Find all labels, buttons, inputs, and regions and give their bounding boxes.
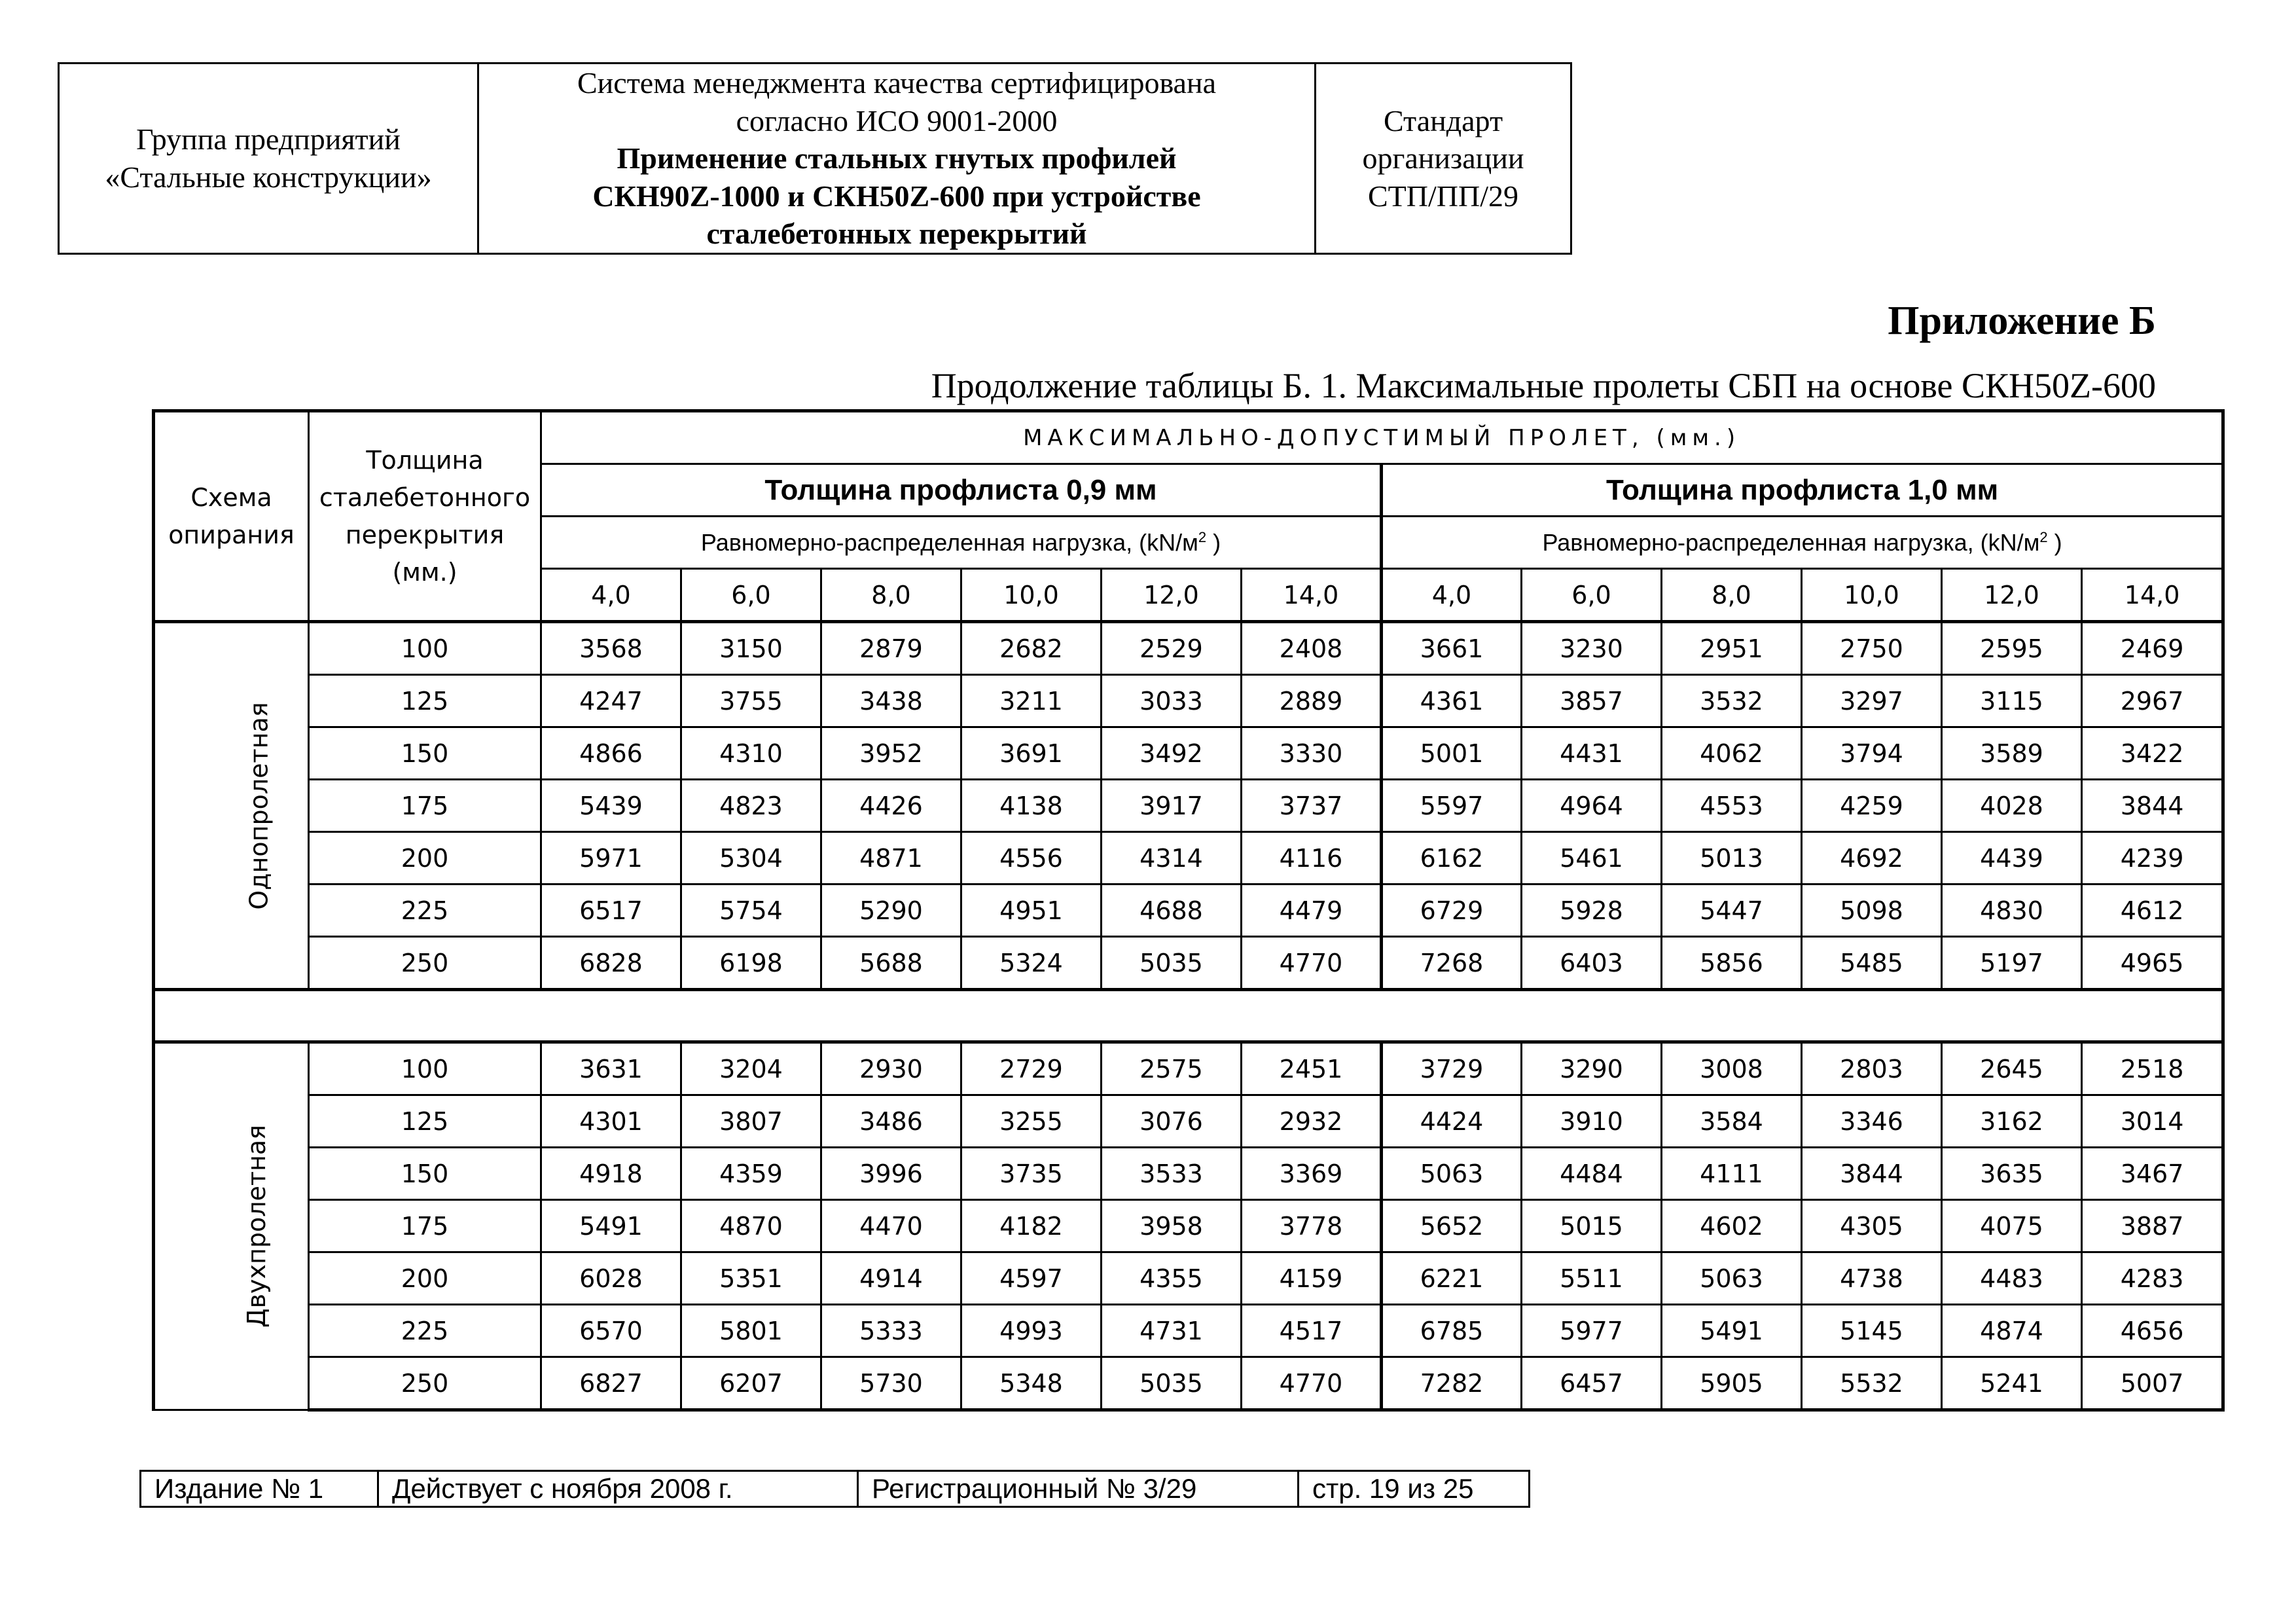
span-value-cell: 6162 [1382, 832, 1522, 884]
thickness-cell: 250 [309, 937, 541, 990]
span-value-cell: 4111 [1662, 1148, 1802, 1200]
span-value-cell: 3729 [1382, 1042, 1522, 1095]
company-cell [59, 64, 478, 254]
load-header-cell: 6,0 [681, 569, 821, 622]
span-value-cell: 2451 [1242, 1042, 1382, 1095]
span-value-cell: 4301 [541, 1095, 681, 1148]
span-value-cell: 2575 [1102, 1042, 1242, 1095]
span-value-cell: 4993 [961, 1305, 1102, 1357]
span-value-cell: 3297 [1802, 675, 1942, 727]
span-value-cell: 7268 [1382, 937, 1522, 990]
section-spacer-cell [154, 990, 2223, 1042]
doc-title-line-1: Применение стальных гнутых профилей [617, 141, 1177, 175]
span-value-cell: 4182 [961, 1200, 1102, 1252]
span-value-cell: 5439 [541, 780, 681, 832]
max-span-table [152, 409, 2225, 1412]
span-value-cell: 2645 [1942, 1042, 2082, 1095]
span-value-cell: 4688 [1102, 884, 1242, 937]
qms-line-1: Система менеджмента качества сертифицирована [577, 66, 1217, 100]
span-value-cell: 6403 [1522, 937, 1662, 990]
span-value-cell: 5652 [1382, 1200, 1522, 1252]
span-value-cell: 5491 [1662, 1305, 1802, 1357]
span-value-cell: 4305 [1802, 1200, 1942, 1252]
span-value-cell: 3755 [681, 675, 821, 727]
load-header-cell: 10,0 [961, 569, 1102, 622]
span-value-cell: 3492 [1102, 727, 1242, 780]
span-value-cell: 3844 [2082, 780, 2223, 832]
page-number-cell: стр. 19 из 25 [1299, 1471, 1530, 1507]
span-value-cell: 4355 [1102, 1252, 1242, 1305]
span-value-cell: 4439 [1942, 832, 2082, 884]
load-label-group-2 [1382, 517, 2223, 569]
span-value-cell: 3661 [1382, 622, 1522, 675]
span-value-cell: 3330 [1242, 727, 1382, 780]
span-value-cell: 6570 [541, 1305, 681, 1357]
span-value-cell: 4830 [1942, 884, 2082, 937]
table-row [154, 622, 2223, 675]
span-value-cell: 4431 [1522, 727, 1662, 780]
section-spacer-row [154, 990, 2223, 1042]
thickness-cell: 175 [309, 780, 541, 832]
span-value-cell: 4738 [1802, 1252, 1942, 1305]
span-value-cell: 2879 [821, 622, 961, 675]
span-value-cell: 3162 [1942, 1095, 2082, 1148]
span-value-cell: 3735 [961, 1148, 1102, 1200]
thickness-cell: 200 [309, 1252, 541, 1305]
thickness-cell: 225 [309, 884, 541, 937]
span-value-cell: 4871 [821, 832, 961, 884]
span-value-cell: 3467 [2082, 1148, 2223, 1200]
table-row [154, 1042, 2223, 1095]
load-header-cell: 12,0 [1942, 569, 2082, 622]
load-header-cell: 4,0 [1382, 569, 1522, 622]
span-value-cell: 5511 [1522, 1252, 1662, 1305]
span-value-cell: 5730 [821, 1357, 961, 1410]
support-scheme-cell [154, 622, 309, 990]
span-value-cell: 5754 [681, 884, 821, 937]
span-value-cell: 3204 [681, 1042, 821, 1095]
span-value-cell: 3958 [1102, 1200, 1242, 1252]
load-label-superscript: 2 [2039, 528, 2048, 545]
span-value-cell: 2595 [1942, 622, 2082, 675]
span-value-cell: 3910 [1522, 1095, 1662, 1148]
profile-0-9-header: Толщина профлиста 0,9 мм [541, 464, 1382, 517]
span-value-cell: 5035 [1102, 1357, 1242, 1410]
span-value-cell: 5241 [1942, 1357, 2082, 1410]
span-value-cell: 2729 [961, 1042, 1102, 1095]
span-value-cell: 6221 [1382, 1252, 1522, 1305]
span-value-cell: 5348 [961, 1357, 1102, 1410]
span-value-cell: 4361 [1382, 675, 1522, 727]
standard-line-1: Стандарт [1383, 103, 1503, 137]
table-row [154, 727, 2223, 780]
standard-line-2: организации [1362, 141, 1524, 175]
span-value-cell: 7282 [1382, 1357, 1522, 1410]
span-value-cell: 2803 [1802, 1042, 1942, 1095]
span-value-cell: 2930 [821, 1042, 961, 1095]
span-value-cell: 4470 [821, 1200, 961, 1252]
span-value-cell: 5351 [681, 1252, 821, 1305]
span-value-cell: 3211 [961, 675, 1102, 727]
span-value-cell: 5905 [1662, 1357, 1802, 1410]
span-value-cell: 6028 [541, 1252, 681, 1305]
span-value-cell: 3691 [961, 727, 1102, 780]
span-value-cell: 4138 [961, 780, 1102, 832]
company-line-1: Группа предприятий [136, 122, 401, 156]
effective-date-cell: Действует с ноября 2008 г. [378, 1471, 858, 1507]
span-value-cell: 5447 [1662, 884, 1802, 937]
span-value-cell: 4517 [1242, 1305, 1382, 1357]
span-value-cell: 5007 [2082, 1357, 2223, 1410]
load-header-cell: 12,0 [1102, 569, 1242, 622]
profile-1-0-header: Толщина профлиста 1,0 мм [1382, 464, 2223, 517]
thickness-cell: 125 [309, 1095, 541, 1148]
load-header-cell: 14,0 [2082, 569, 2223, 622]
span-value-cell: 3346 [1802, 1095, 1942, 1148]
span-value-cell: 3076 [1102, 1095, 1242, 1148]
span-value-cell: 5035 [1102, 937, 1242, 990]
span-value-cell: 2932 [1242, 1095, 1382, 1148]
table-row [154, 780, 2223, 832]
span-value-cell: 5485 [1802, 937, 1942, 990]
thickness-cell: 125 [309, 675, 541, 727]
span-value-cell: 2750 [1802, 622, 1942, 675]
span-value-cell: 5063 [1662, 1252, 1802, 1305]
table-row [154, 675, 2223, 727]
span-value-cell: 6827 [541, 1357, 681, 1410]
span-value-cell: 4866 [541, 727, 681, 780]
span-value-cell: 6517 [541, 884, 681, 937]
load-header-cell: 4,0 [541, 569, 681, 622]
load-label-close: ) [2047, 528, 2062, 556]
load-header-cell: 8,0 [821, 569, 961, 622]
load-header-cell: 8,0 [1662, 569, 1802, 622]
span-value-cell: 4239 [2082, 832, 2223, 884]
span-value-cell: 5304 [681, 832, 821, 884]
span-value-cell: 3917 [1102, 780, 1242, 832]
thickness-column-header: Толщина сталебетонного перекрытия (мм.) [309, 411, 541, 622]
span-value-cell: 5461 [1522, 832, 1662, 884]
load-label-close: ) [1206, 528, 1221, 556]
span-value-cell: 5197 [1942, 937, 2082, 990]
span-value-cell: 5928 [1522, 884, 1662, 937]
span-value-cell: 4770 [1242, 937, 1382, 990]
qms-line-2: согласно ИСО 9001-2000 [736, 103, 1058, 137]
span-value-cell: 5290 [821, 884, 961, 937]
span-value-cell: 4918 [541, 1148, 681, 1200]
thickness-cell: 150 [309, 727, 541, 780]
span-value-cell: 6828 [541, 937, 681, 990]
span-value-cell: 4951 [961, 884, 1102, 937]
table-row [154, 1357, 2223, 1410]
table-row [154, 1305, 2223, 1357]
span-value-cell: 3115 [1942, 675, 2082, 727]
span-value-cell: 2408 [1242, 622, 1382, 675]
span-value-cell: 4075 [1942, 1200, 2082, 1252]
support-scheme-label: Двухпролетная [242, 1124, 272, 1328]
table-row [154, 1200, 2223, 1252]
span-value-cell: 4247 [541, 675, 681, 727]
document-footer [139, 1470, 1530, 1508]
support-scheme-cell [154, 1042, 309, 1410]
span-value-cell: 2682 [961, 622, 1102, 675]
span-value-cell: 3014 [2082, 1095, 2223, 1148]
edition-cell: Издание № 1 [141, 1471, 378, 1507]
table-row [154, 832, 2223, 884]
load-label-superscript: 2 [1198, 528, 1207, 545]
span-value-cell: 3737 [1242, 780, 1382, 832]
thickness-cell: 150 [309, 1148, 541, 1200]
doc-title-line-2: СКН90Z-1000 и СКН50Z-600 при устройстве [592, 179, 1201, 213]
span-value-cell: 3996 [821, 1148, 961, 1200]
span-value-cell: 2529 [1102, 622, 1242, 675]
table-row [154, 884, 2223, 937]
span-value-cell: 5324 [961, 937, 1102, 990]
span-value-cell: 4314 [1102, 832, 1242, 884]
table-row [154, 1095, 2223, 1148]
span-value-cell: 4062 [1662, 727, 1802, 780]
span-value-cell: 4484 [1522, 1148, 1662, 1200]
span-value-cell: 4556 [961, 832, 1102, 884]
span-value-cell: 4731 [1102, 1305, 1242, 1357]
span-value-cell: 4874 [1942, 1305, 2082, 1357]
standard-cell [1316, 64, 1571, 254]
span-value-cell: 4770 [1242, 1357, 1382, 1410]
span-value-cell: 4914 [821, 1252, 961, 1305]
span-value-cell: 5597 [1382, 780, 1522, 832]
load-header-cell: 14,0 [1242, 569, 1382, 622]
span-value-cell: 3807 [681, 1095, 821, 1148]
doc-title-line-3: сталебетонных перекрытий [706, 217, 1087, 250]
span-value-cell: 2951 [1662, 622, 1802, 675]
standard-line-3: СТП/ПП/29 [1368, 179, 1518, 213]
load-header-cell: 10,0 [1802, 569, 1942, 622]
span-value-cell: 3533 [1102, 1148, 1242, 1200]
span-value-cell: 6785 [1382, 1305, 1522, 1357]
span-value-cell: 4424 [1382, 1095, 1522, 1148]
span-value-cell: 4359 [681, 1148, 821, 1200]
thickness-cell: 100 [309, 1042, 541, 1095]
span-value-cell: 2889 [1242, 675, 1382, 727]
span-value-cell: 5491 [541, 1200, 681, 1252]
thickness-cell: 175 [309, 1200, 541, 1252]
span-value-cell: 5801 [681, 1305, 821, 1357]
span-value-cell: 4597 [961, 1252, 1102, 1305]
span-value-cell: 4116 [1242, 832, 1382, 884]
span-value-cell: 4283 [2082, 1252, 2223, 1305]
span-value-cell: 3584 [1662, 1095, 1802, 1148]
span-value-cell: 3857 [1522, 675, 1662, 727]
span-value-cell: 6198 [681, 937, 821, 990]
span-value-cell: 5688 [821, 937, 961, 990]
table-title: Продолжение таблицы Б. 1. Максимальные пролеты СБП на основе СКН50Z-600 [931, 366, 2156, 405]
load-header-cell: 6,0 [1522, 569, 1662, 622]
thickness-cell: 100 [309, 622, 541, 675]
span-value-cell: 3794 [1802, 727, 1942, 780]
appendix-title: Приложение Б [1888, 299, 2156, 343]
span-value-cell: 3635 [1942, 1148, 2082, 1200]
span-value-cell: 3438 [821, 675, 961, 727]
support-scheme-label: Однопролетная [244, 701, 274, 910]
thickness-cell: 225 [309, 1305, 541, 1357]
table-row [154, 1148, 2223, 1200]
span-value-cell: 4483 [1942, 1252, 2082, 1305]
span-value-cell: 6729 [1382, 884, 1522, 937]
span-value-cell: 5333 [821, 1305, 961, 1357]
span-value-cell: 4028 [1942, 780, 2082, 832]
span-value-cell: 3486 [821, 1095, 961, 1148]
span-value-cell: 3369 [1242, 1148, 1382, 1200]
span-value-cell: 3008 [1662, 1042, 1802, 1095]
span-value-cell: 5145 [1802, 1305, 1942, 1357]
span-value-cell: 3778 [1242, 1200, 1382, 1252]
load-label-text: Равномерно-распределенная нагрузка, (kN/м [1542, 528, 2040, 556]
document-header [58, 62, 1572, 255]
scheme-column-header: Схема опирания [154, 411, 309, 622]
registration-cell: Регистрационный № 3/29 [858, 1471, 1299, 1507]
span-value-cell: 5001 [1382, 727, 1522, 780]
span-value-cell: 6457 [1522, 1357, 1662, 1410]
span-value-cell: 4602 [1662, 1200, 1802, 1252]
span-value-cell: 5856 [1662, 937, 1802, 990]
span-value-cell: 5977 [1522, 1305, 1662, 1357]
span-value-cell: 4310 [681, 727, 821, 780]
company-line-2: «Стальные конструкции» [105, 160, 432, 194]
span-value-cell: 4259 [1802, 780, 1942, 832]
span-value-cell: 3033 [1102, 675, 1242, 727]
span-value-cell: 4870 [681, 1200, 821, 1252]
span-value-cell: 4426 [821, 780, 961, 832]
span-value-cell: 4823 [681, 780, 821, 832]
span-value-cell: 5971 [541, 832, 681, 884]
load-label-text: Равномерно-распределенная нагрузка, (kN/м [700, 528, 1198, 556]
thickness-cell: 200 [309, 832, 541, 884]
table-row [154, 1252, 2223, 1305]
span-value-cell: 4964 [1522, 780, 1662, 832]
span-value-cell: 5098 [1802, 884, 1942, 937]
span-value-cell: 3589 [1942, 727, 2082, 780]
span-value-cell: 4612 [2082, 884, 2223, 937]
span-value-cell: 3230 [1522, 622, 1662, 675]
span-value-cell: 3255 [961, 1095, 1102, 1148]
span-value-cell: 4159 [1242, 1252, 1382, 1305]
span-value-cell: 4656 [2082, 1305, 2223, 1357]
span-value-cell: 3150 [681, 622, 821, 675]
load-label-group-1 [541, 517, 1382, 569]
span-value-cell: 3631 [541, 1042, 681, 1095]
thickness-cell: 250 [309, 1357, 541, 1410]
max-span-banner: МАКСИМАЛЬНО-ДОПУСТИМЫЙ ПРОЛЕТ, (мм.) [541, 411, 2223, 464]
span-value-cell: 3844 [1802, 1148, 1942, 1200]
span-value-cell: 4692 [1802, 832, 1942, 884]
span-value-cell: 3422 [2082, 727, 2223, 780]
span-value-cell: 3952 [821, 727, 961, 780]
span-value-cell: 2469 [2082, 622, 2223, 675]
span-value-cell: 4965 [2082, 937, 2223, 990]
span-value-cell: 4479 [1242, 884, 1382, 937]
span-value-cell: 3532 [1662, 675, 1802, 727]
table-row [154, 937, 2223, 990]
span-value-cell: 3290 [1522, 1042, 1662, 1095]
span-value-cell: 5015 [1522, 1200, 1662, 1252]
span-value-cell: 3887 [2082, 1200, 2223, 1252]
span-value-cell: 6207 [681, 1357, 821, 1410]
span-value-cell: 3568 [541, 622, 681, 675]
span-value-cell: 2967 [2082, 675, 2223, 727]
span-value-cell: 5013 [1662, 832, 1802, 884]
span-value-cell: 5063 [1382, 1148, 1522, 1200]
span-value-cell: 5532 [1802, 1357, 1942, 1410]
span-value-cell: 2518 [2082, 1042, 2223, 1095]
document-title-cell [478, 64, 1316, 254]
span-value-cell: 4553 [1662, 780, 1802, 832]
